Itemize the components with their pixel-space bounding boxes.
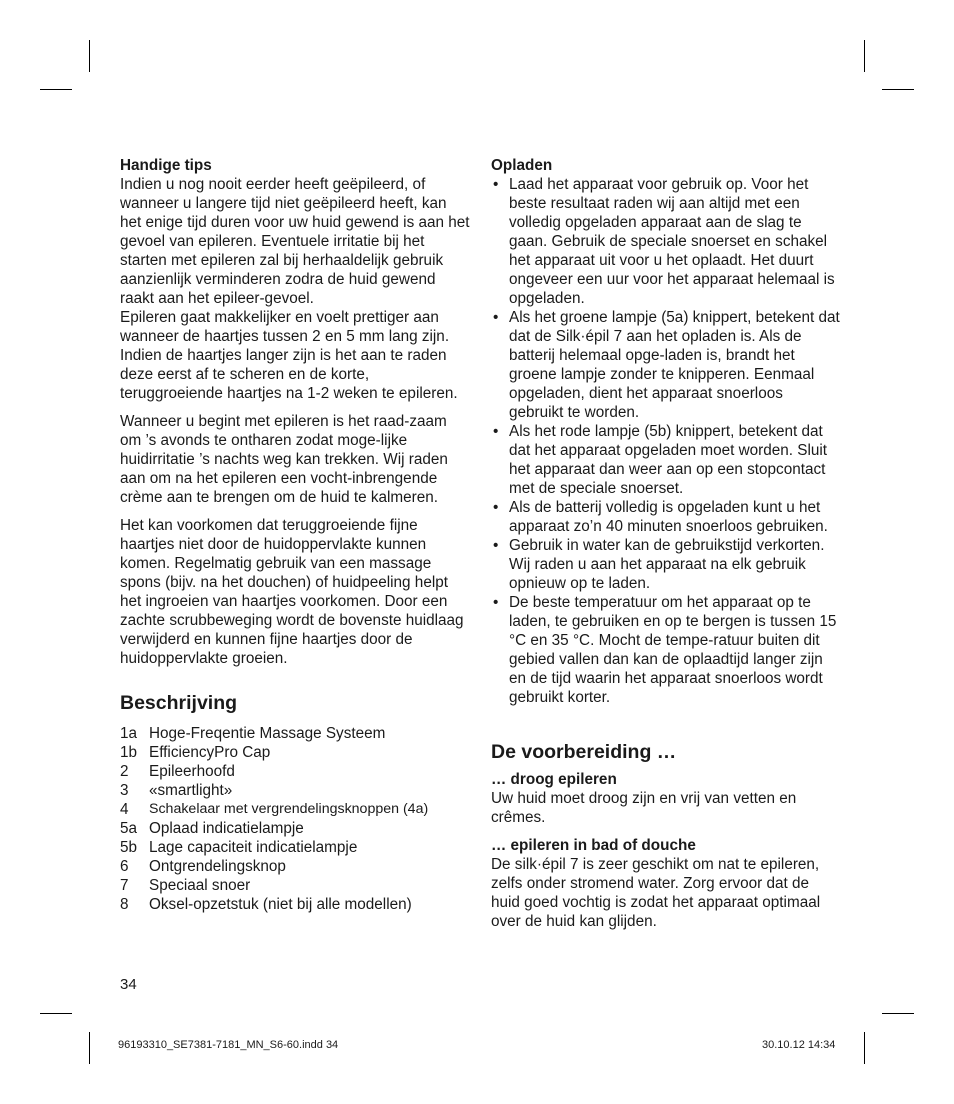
footer-date-time: 30.10.12 14:34 — [762, 1039, 836, 1051]
list-item: • Gebruik in water kan de gebruikstijd verkorten. Wij raden u aan het apparaat na elk gebruik opnieuw op te laden. — [491, 536, 841, 593]
part-number: 1b — [120, 744, 138, 761]
part-number: 5b — [120, 839, 138, 856]
part-label: Hoge-Freqentie Massage Systeem — [149, 725, 386, 742]
charging-heading: Opladen — [491, 157, 553, 174]
right-column — [491, 156, 841, 931]
list-item — [120, 857, 470, 876]
list-item: • Als het groene lampje (5a) knippert, betekent dat dat de Silk·épil 7 aan het opladen is. Als de batterij helemaal opge-laden is, brandt het groene lampje zonder te knipperen. Eenmaal opgeladen, dient het apparaat snoerloos gebruikt te worden. — [491, 308, 841, 422]
part-label: Ontgrendelingsknop — [149, 858, 286, 875]
list-item — [120, 819, 470, 838]
preparation-heading: De voorbereiding … — [491, 741, 677, 763]
part-number: 1a — [120, 725, 138, 742]
part-label: EfficiencyPro Cap — [149, 744, 271, 761]
left-column — [120, 156, 470, 914]
list-item — [120, 876, 470, 895]
charging-list — [491, 175, 841, 707]
part-label: Epileerhoofd — [149, 763, 235, 780]
wet-epilation-text: De silk·épil 7 is zeer geschikt om nat te epileren, zelfs onder stromend water. Zorg ervoor dat de huid goed vochtig is zodat het apparaat optimaal over de huid kan glijden. — [491, 856, 821, 930]
footer-file-info: 96193310_SE7381-7181_MN_S6-60.indd 34 — [118, 1039, 339, 1051]
page-number: 34 — [120, 976, 137, 993]
part-label: Oplaad indicatielampje — [149, 820, 304, 837]
crop-mark-top-right-vertical — [864, 40, 865, 72]
list-item: • Als het rode lampje (5b) knippert, betekent dat dat het apparaat opgeladen moet worden. Sluit het apparaat dan weer aan op een stopcontact met de speciale snoerset. — [491, 422, 841, 498]
tips-paragraph-4: Het kan voorkomen dat teruggroeiende fijne haartjes niet door de huidoppervlakte kunnen komen. Regelmatig gebruik van een massage spons (bijv. na het douchen) of huidpeeling helpt het ingroeien van haartjes voorkomen. Door een zachte scrubbeweging wordt de bovenste huidlaag verwijderd en kunnen fijne haartjes door de huidoppervlakte groeien. — [120, 517, 464, 667]
list-item — [120, 800, 470, 819]
description-heading: Beschrijving — [120, 692, 238, 714]
tips-heading: Handige tips — [120, 157, 212, 174]
list-item: • Als de batterij volledig is opgeladen kunt u het apparaat zo’n 40 minuten snoerloos gebruiken. — [491, 498, 841, 536]
crop-mark-bottom-left-horizontal — [40, 1013, 72, 1014]
list-item — [120, 762, 470, 781]
parts-list — [120, 724, 470, 914]
part-number: 2 — [120, 763, 129, 780]
dry-epilation-text: Uw huid moet droog zijn en vrij van vetten en crêmes. — [491, 790, 797, 826]
part-number: 3 — [120, 782, 129, 799]
list-item: • Laad het apparaat voor gebruik op. Voor het beste resultaat raden wij aan altijd met een volledig opgeladen apparaat aan de slag te gaan. Gebruik de speciale snoerset en schakel het apparaat uit voor u het oplaadt. Het duurt ongeveer een uur voor het apparaat helemaal is opgeladen. — [491, 175, 841, 308]
part-number: 7 — [120, 877, 129, 894]
tips-paragraph-2: Epileren gaat makkelijker en voelt prettiger aan wanneer de haartjes tussen 2 en 5 mm lang zijn. Indien de haartjes langer zijn is het aan te raden deze eerst af te scheren en de korte, teruggroeiende haartjes na 1-2 weken te epileren. — [120, 309, 458, 402]
crop-mark-top-right-horizontal — [882, 89, 914, 90]
part-number: 6 — [120, 858, 129, 875]
part-label: Oksel-opzetstuk (niet bij alle modellen) — [149, 896, 412, 913]
list-item — [120, 724, 470, 743]
part-label: Schakelaar met vergrendelingsknoppen (4a) — [149, 801, 429, 817]
tips-paragraph-3: Wanneer u begint met epileren is het raad-zaam om ’s avonds te ontharen zodat moge-lijke huidirritatie ’s nachts weg kan trekken. Wij raden aan om na het epileren een vocht-inbrengende crème aan te brengen om de huid te kalmeren. — [120, 413, 448, 506]
crop-mark-bottom-right-horizontal — [882, 1013, 914, 1014]
crop-mark-top-left-vertical — [89, 40, 90, 72]
list-item — [120, 781, 470, 800]
wet-epilation-heading: … epileren in bad of douche — [491, 837, 696, 854]
dry-epilation-heading: … droog epileren — [491, 771, 617, 788]
crop-mark-bottom-right-vertical — [864, 1032, 865, 1064]
part-label: Lage capaciteit indicatielampje — [149, 839, 358, 856]
part-number: 8 — [120, 896, 129, 913]
list-item — [120, 838, 470, 857]
part-label: Speciaal snoer — [149, 877, 251, 894]
part-number: 5a — [120, 820, 138, 837]
tips-paragraph-1: Indien u nog nooit eerder heeft geëpileerd, of wanneer u langere tijd niet geëpileerd heeft, kan het enige tijd duren voor uw huid gewend is aan het gevoel van epileren. Eventuele irritatie bij het starten met epileren zal bij herhaaldelijk gebruik aanzienlijk verminderen zodra de huid gewend raakt aan het epileer-gevoel. — [120, 176, 470, 307]
list-item — [120, 743, 470, 762]
crop-mark-top-left-horizontal — [40, 89, 72, 90]
list-item — [120, 895, 470, 914]
part-number: 4 — [120, 801, 129, 818]
part-label: «smartlight» — [149, 782, 233, 799]
crop-mark-bottom-left-vertical — [89, 1032, 90, 1064]
list-item: • De beste temperatuur om het apparaat op te laden, te gebruiken en op te bergen is tussen 15 °C en 35 °C. Mocht de tempe-ratuur buiten dit gebied vallen dan kan de oplaadtijd langer zijn en de tijd waarin het apparaat snoerloos wordt gebruikt korter. — [491, 593, 841, 707]
